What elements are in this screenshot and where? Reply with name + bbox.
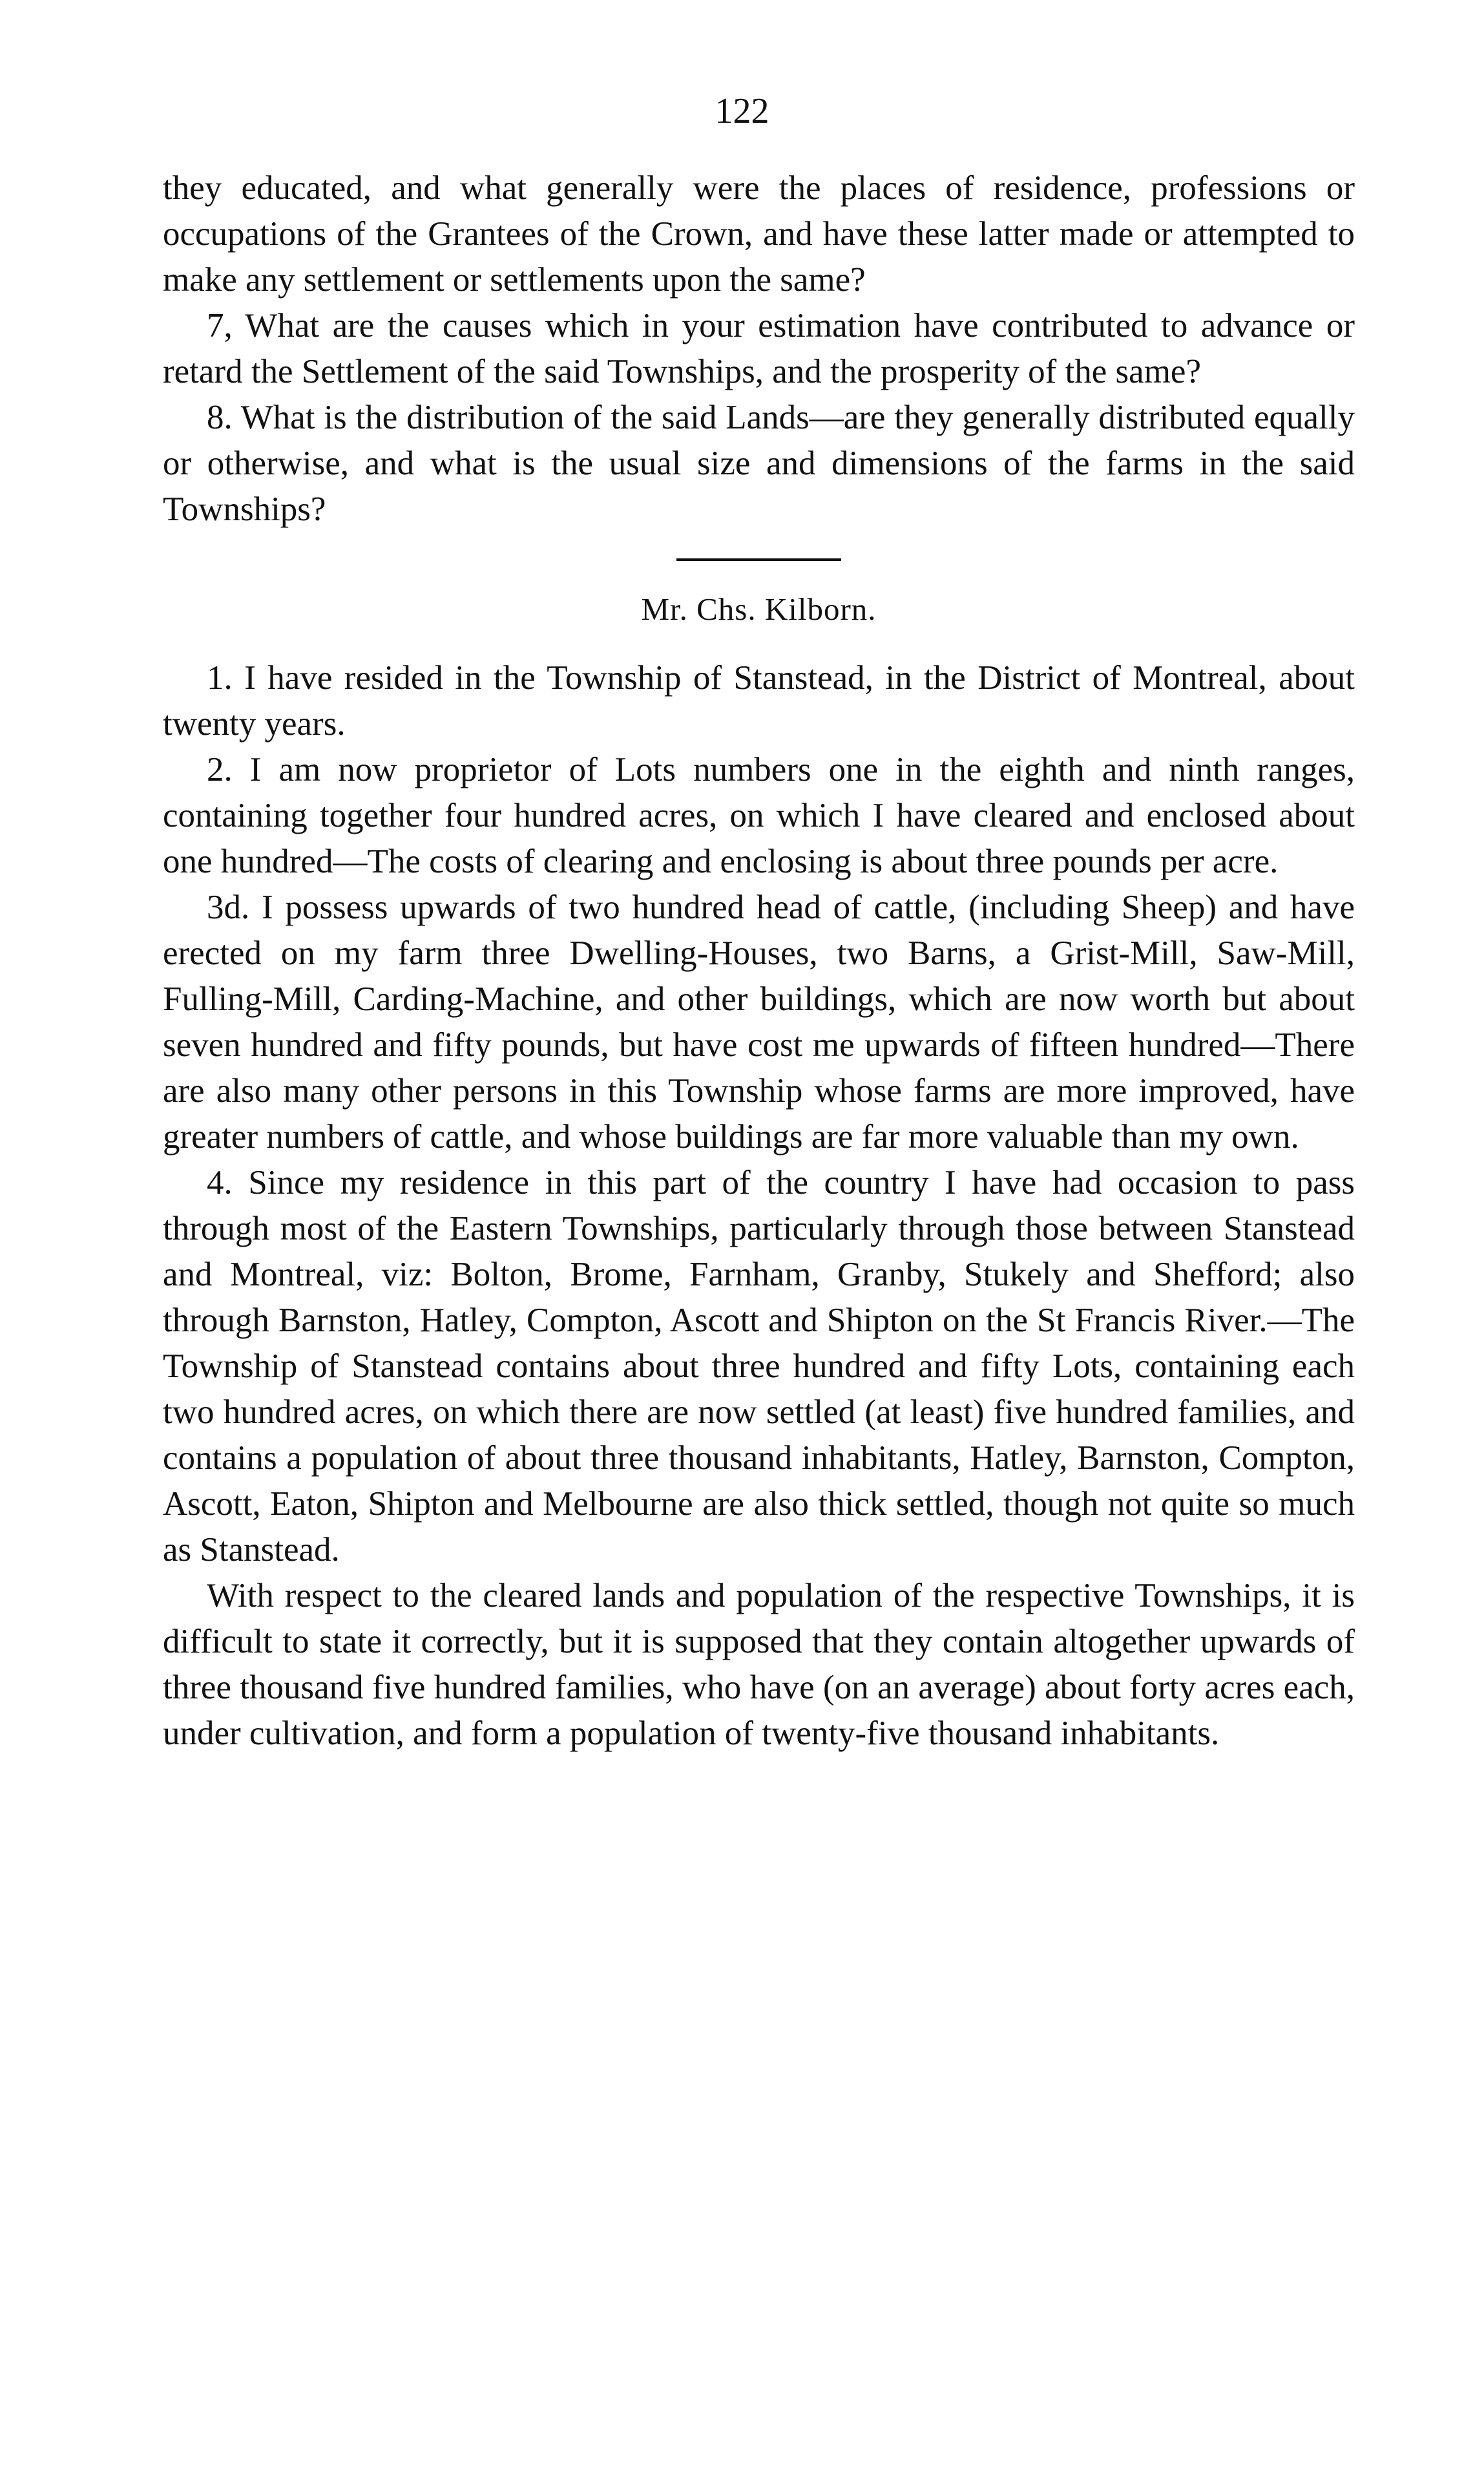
witness-heading: Mr. Chs. Kilborn. xyxy=(641,591,877,627)
section-divider xyxy=(676,558,841,561)
body-text xyxy=(163,165,1355,1757)
answer-4: 4. Since my residence in this part of the country I have had occasion to pass through most of the Eastern Townships, particularly through those between Stanstead and Montreal, viz: Bolton, Brome, Farnham, Granby, Stukely and Shefford; also through Barnston, Hatley, Compton, Ascott and Shipton on the St Francis River.—The Township of Stanstead contains about three hundred and fifty Lots, containing each two hundred acres, on which there are now settled (at least) five hundred families, and contains a population of about three thousand inhabitants, Hatley, Barnston, Compton, Ascott, Eaton, Shipton and Melbourne are also thick settled, though not quite so much as Stanstead. xyxy=(163,1164,1355,1569)
answer-3: 3d. I possess upwards of two hundred head of cattle, (including Sheep) and have erected on my farm three Dwelling-Houses, two Barns, a Grist-Mill, Saw-Mill, Fulling-Mill, Carding-Machine, and other buildings, which are now worth but about seven hundred and fifty pounds, but have cost me upwards of fifteen hundred—There are also many other persons in this Township whose farms are more improved, have greater numbers of cattle, and whose buildings are far more valuable than my own. xyxy=(163,889,1355,1156)
answer-1: 1. I have resided in the Township of Stanstead, in the District of Montreal, about twenty years. xyxy=(163,659,1355,743)
question-6-continuation: they educated, and what generally were the places of residence, professions or occupations of the Grantees of the Crown, and have these latter made or attempted to make any settlement or settlements upon the same? xyxy=(163,169,1355,299)
answer-4-continued: With respect to the cleared lands and population of the respective Townships, it is difficult to state it correctly, but it is supposed that they contain altogether upwards of three thousand five hundred families, who have (on an average) about forty acres each, under cultivation, and form a population of twenty-five thousand inhabitants. xyxy=(163,1577,1355,1752)
answer-2: 2. I am now proprietor of Lots numbers one in the eighth and ninth ranges, containing together four hundred acres, on which I have cleared and enclosed about one hundred—The costs of clearing and enclosing is about three pounds per acre. xyxy=(163,751,1355,880)
page-number: 122 xyxy=(715,91,769,131)
question-8: 8. What is the distribution of the said Lands—are they generally distributed equally or otherwise, and what is the usual size and dimensions of the farms in the said Townships? xyxy=(163,399,1355,528)
question-7: 7, What are the causes which in your estimation have contributed to advance or retard the Settlement of the said Townships, and the prosperity of the same? xyxy=(163,307,1355,390)
